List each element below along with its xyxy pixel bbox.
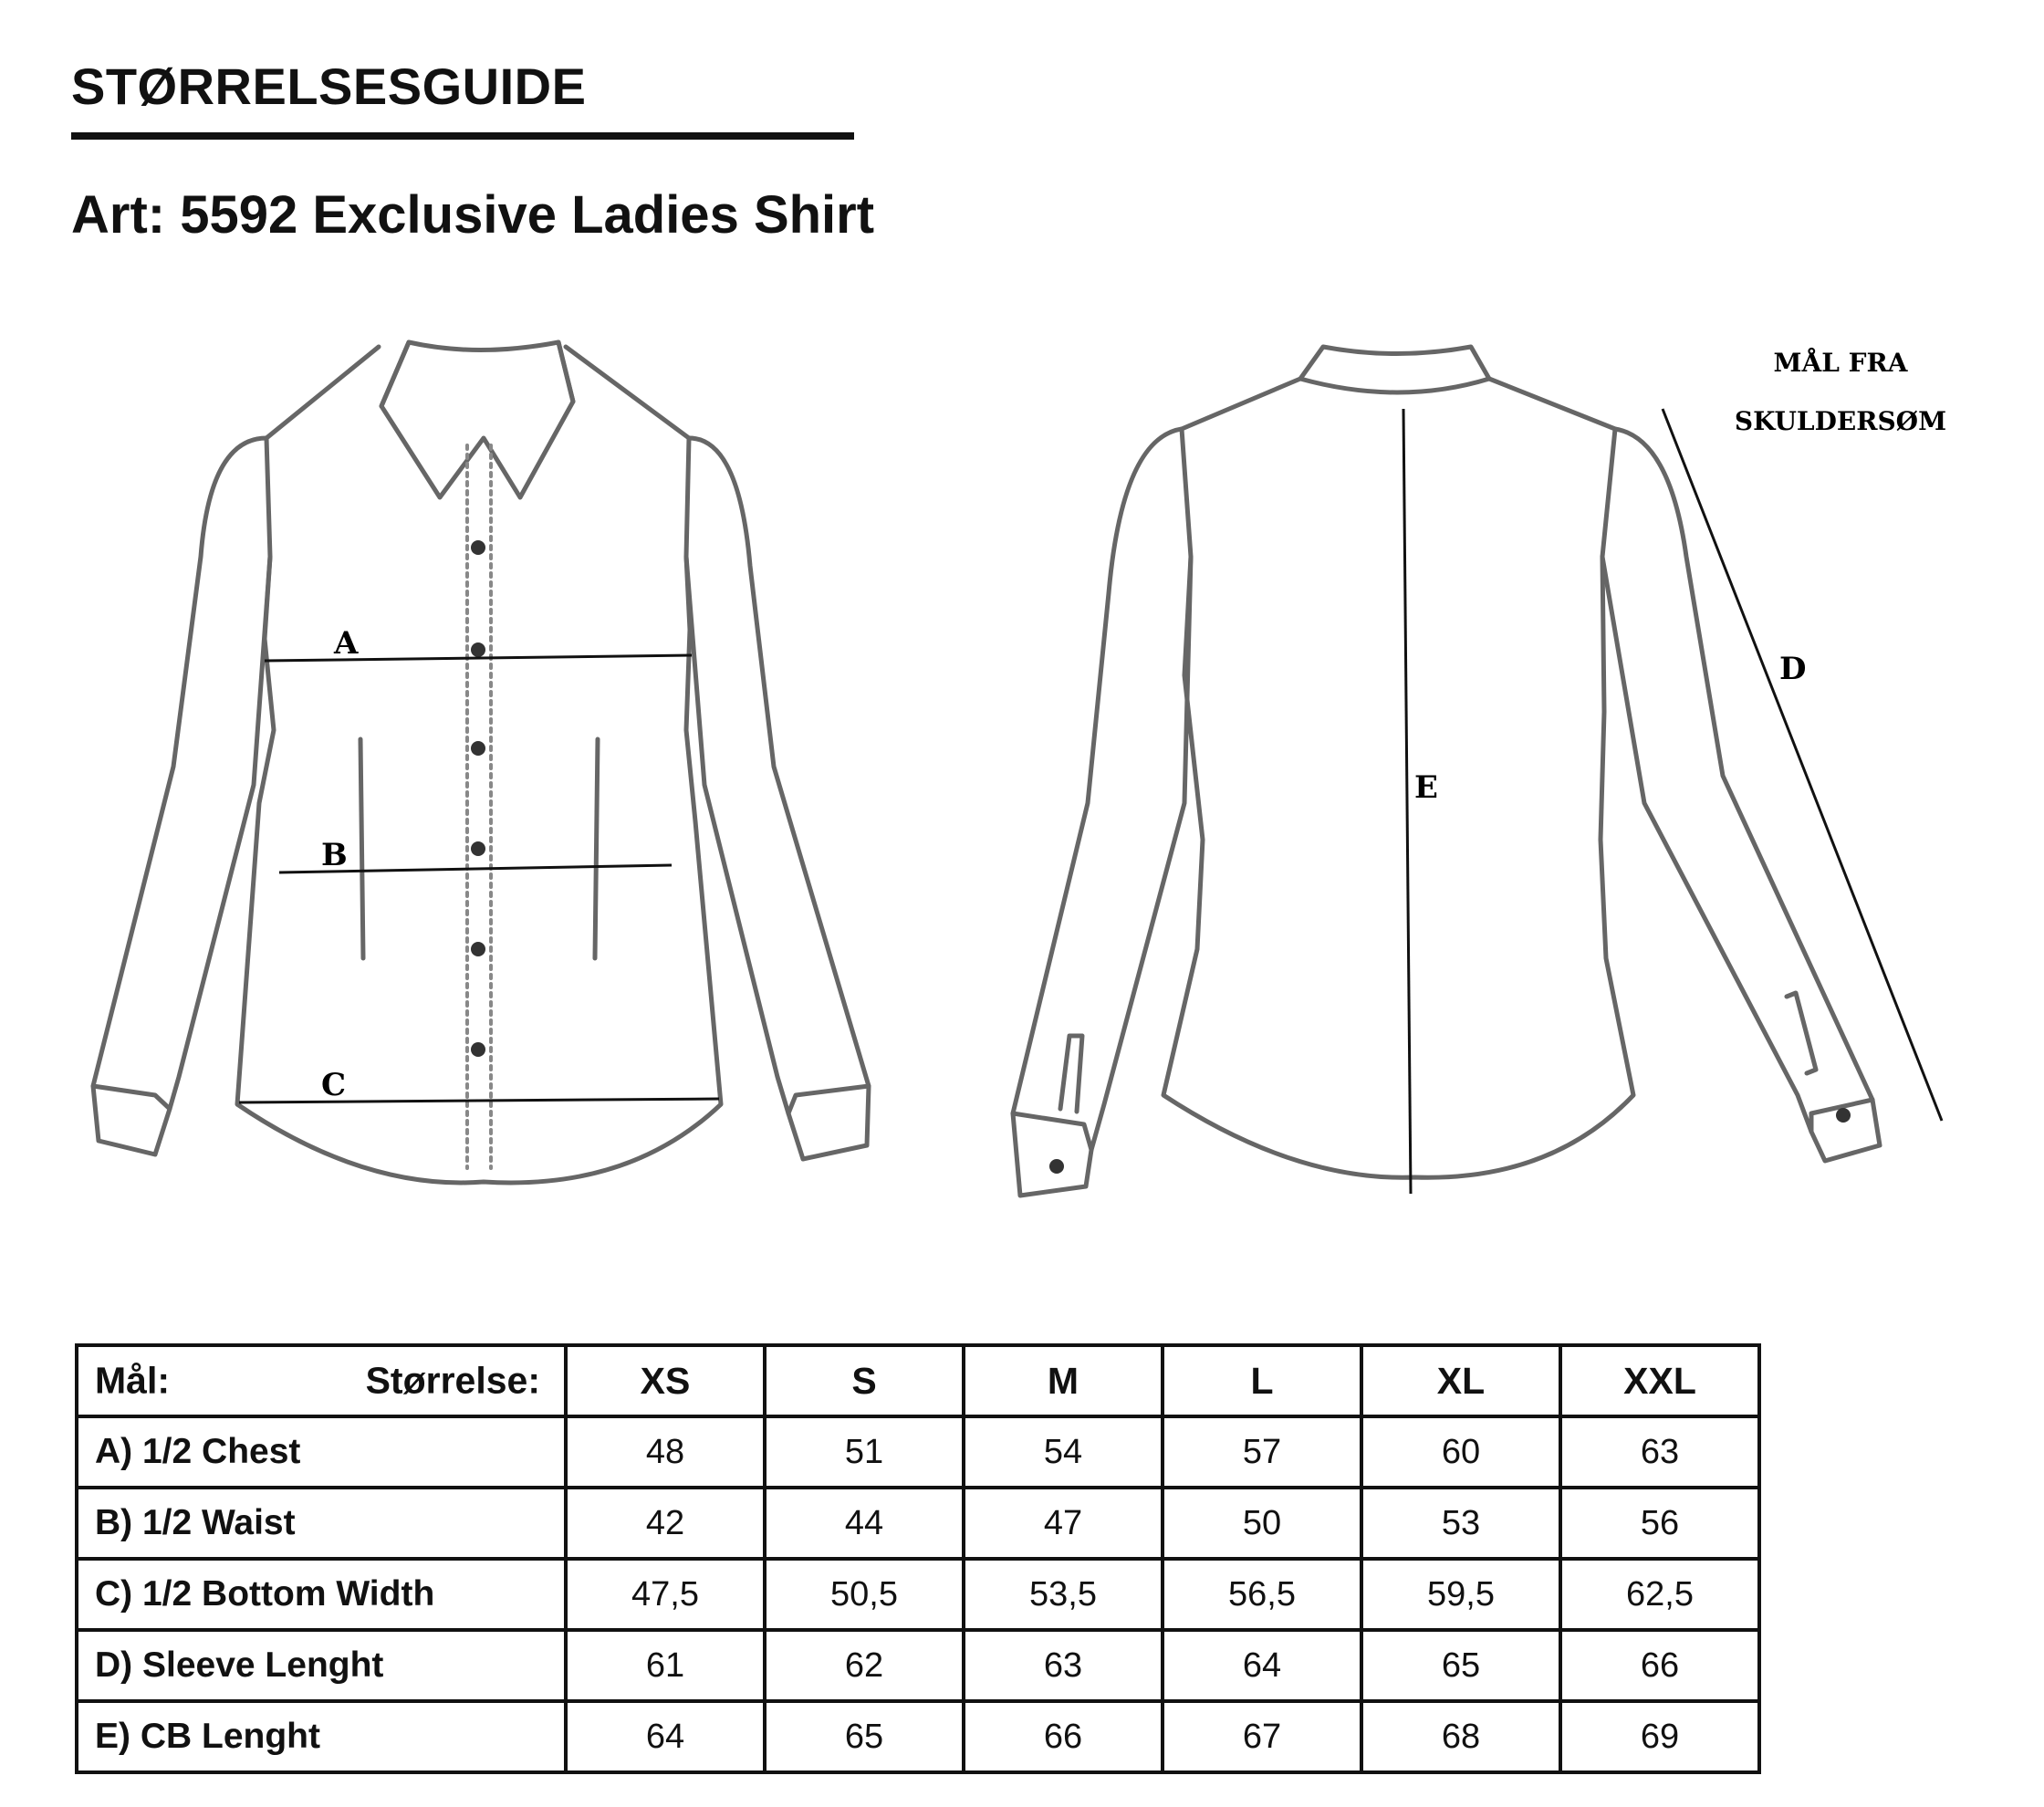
article-title: Art: 5592 Exclusive Ladies Shirt	[71, 185, 875, 245]
cell-value: 51	[765, 1416, 964, 1488]
cell-value: 42	[566, 1488, 765, 1559]
front-body-outline	[237, 347, 721, 1183]
cell-value: 63	[1560, 1416, 1759, 1488]
cell-value: 62,5	[1560, 1559, 1759, 1630]
row-label: C) 1/2 Bottom Width	[77, 1559, 566, 1630]
cell-value: 61	[566, 1630, 765, 1701]
header-size: XXL	[1560, 1345, 1759, 1416]
measure-line-e	[1403, 409, 1411, 1194]
cell-value: 65	[765, 1701, 964, 1772]
row-label: A) 1/2 Chest	[77, 1416, 566, 1488]
cell-value: 54	[964, 1416, 1163, 1488]
front-button	[471, 540, 485, 555]
label-e: E	[1414, 769, 1438, 806]
cell-value: 50	[1163, 1488, 1361, 1559]
front-left-cuff	[93, 1086, 170, 1109]
cell-value: 50,5	[765, 1559, 964, 1630]
back-cuff-button	[1836, 1108, 1851, 1123]
page-title: STØRRELSESGUIDE	[71, 57, 587, 115]
back-collar	[1300, 347, 1489, 392]
back-left-placket	[1060, 1036, 1082, 1112]
header-size: L	[1163, 1345, 1361, 1416]
back-right-sleeve	[1602, 429, 1880, 1161]
note-line-2: SKULDERSØM	[1734, 406, 1947, 436]
front-dart-left	[360, 739, 363, 958]
cell-value: 64	[566, 1701, 765, 1772]
label-c: C	[321, 1067, 347, 1103]
front-right-sleeve	[686, 438, 869, 1159]
label-b: B	[321, 837, 348, 873]
table-header-row	[77, 1345, 1759, 1416]
row-label: B) 1/2 Waist	[77, 1488, 566, 1559]
table-row	[77, 1416, 1759, 1488]
back-left-cuff	[1013, 1113, 1091, 1150]
shirt-diagram	[0, 329, 2044, 1241]
header-size: M	[964, 1345, 1163, 1416]
title-underline	[71, 132, 854, 140]
header-size-label: Størrelse:	[365, 1359, 540, 1402]
cell-value: 48	[566, 1416, 765, 1488]
cell-value: 47,5	[566, 1559, 765, 1630]
header-size: XL	[1361, 1345, 1560, 1416]
size-table	[75, 1343, 1761, 1774]
note-line-1: MÅL FRA	[1773, 348, 1908, 378]
cell-value: 66	[1560, 1630, 1759, 1701]
cell-value: 53	[1361, 1488, 1560, 1559]
cell-value: 64	[1163, 1630, 1361, 1701]
header-size: S	[765, 1345, 964, 1416]
cell-value: 67	[1163, 1701, 1361, 1772]
cell-value: 47	[964, 1488, 1163, 1559]
front-button	[471, 642, 485, 657]
row-label: E) CB Lenght	[77, 1701, 566, 1772]
measure-line-c	[239, 1099, 719, 1102]
back-body-outline	[1163, 379, 1633, 1177]
cell-value: 56	[1560, 1488, 1759, 1559]
cell-value: 59,5	[1361, 1559, 1560, 1630]
back-cuff-button	[1049, 1159, 1064, 1174]
header-corner-cell	[77, 1345, 566, 1416]
cell-value: 69	[1560, 1701, 1759, 1772]
header-size: XS	[566, 1345, 765, 1416]
cell-value: 62	[765, 1630, 964, 1701]
shirt-illustration	[0, 329, 2044, 1241]
cell-value: 68	[1361, 1701, 1560, 1772]
cell-value: 56,5	[1163, 1559, 1361, 1630]
table-row	[77, 1559, 1759, 1630]
cell-value: 63	[964, 1630, 1163, 1701]
back-right-placket	[1787, 993, 1816, 1073]
row-label: D) Sleeve Lenght	[77, 1630, 566, 1701]
cell-value: 66	[964, 1701, 1163, 1772]
front-dart-right	[595, 739, 598, 958]
cell-value: 65	[1361, 1630, 1560, 1701]
back-left-sleeve	[1013, 429, 1191, 1196]
front-right-cuff	[788, 1086, 869, 1113]
front-button	[471, 841, 485, 856]
cell-value: 57	[1163, 1416, 1361, 1488]
label-a: A	[334, 625, 359, 662]
cell-value: 44	[765, 1488, 964, 1559]
table-row	[77, 1488, 1759, 1559]
front-button	[471, 942, 485, 956]
front-collar	[381, 342, 573, 497]
table-row	[77, 1701, 1759, 1772]
front-button	[471, 1042, 485, 1057]
cell-value: 60	[1361, 1416, 1560, 1488]
cell-value: 53,5	[964, 1559, 1163, 1630]
table-row	[77, 1630, 1759, 1701]
label-d: D	[1779, 651, 1807, 687]
header-measure-label: Mål:	[95, 1359, 170, 1402]
front-button	[471, 741, 485, 756]
